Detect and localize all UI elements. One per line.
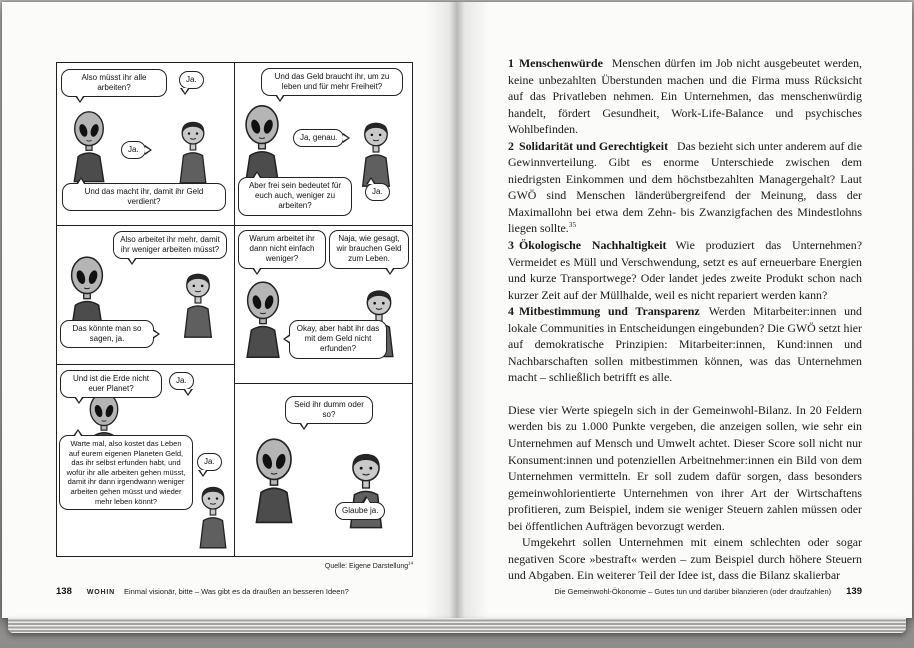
speech-bubble: Ja. bbox=[197, 453, 222, 471]
comic-panel-5 bbox=[57, 365, 234, 556]
page-left bbox=[2, 2, 457, 618]
right-page-footer bbox=[511, 586, 862, 597]
value-item-text: Menschen dürfen im Job nicht ausgebeutet werden, keine unbezahlten Überstunden machen und die Firma muss Rücksicht auf das Privatleben nehmen. Ein Unternehmen, das menschenwürdig handelt, fördert Gesundheit, Work-Life-Balance und psychisches Wohlbefinden. bbox=[508, 56, 862, 137]
value-item-3 bbox=[508, 237, 862, 303]
value-item-title: Solidarität und Gerechtigkeit bbox=[518, 138, 669, 153]
comic-panel-3 bbox=[57, 226, 234, 365]
speech-bubble: Ja. bbox=[169, 372, 194, 390]
comic-panel-2 bbox=[235, 63, 412, 226]
body-text bbox=[508, 55, 862, 584]
page-number: 138 bbox=[56, 586, 72, 597]
chapter-running-title: Einmal visionär, bitte – Was gibt es da draußen an besseren Ideen? bbox=[123, 587, 349, 596]
speech-bubble: Aber frei sein bedeutet für euch auch, weniger zu arbeiten? bbox=[238, 177, 352, 216]
value-item-text: Werden Mitarbeiter:innen und lokale Communities in Entscheidungen eingebunden? Die GWÖ setzt hier auf demokratische Prinzipien: Mitarbeiter:innen, Kund:innen und Nachbarschaften sollen mitbestimmen können, was das Unternehmen macht – schließlich betrifft es alle. bbox=[508, 304, 862, 385]
page-right bbox=[457, 2, 912, 618]
speech-bubble: Naja, wie gesagt, wir brauchen Geld zum Leben. bbox=[329, 230, 409, 269]
footnote-marker: 14 bbox=[408, 560, 413, 566]
value-item-1 bbox=[508, 55, 862, 138]
human-character bbox=[169, 115, 217, 185]
value-item-text: Wie produziert das Unternehmen? Vermeidet es Müll und Verschwendung, setzt es auf erneuerbare Energien und kurze Transportwege? Oder landet jedes zweite Produkt schon nach kurzer Zeit auf der Müllhalde, weil es nicht repariert werden kann? bbox=[508, 238, 862, 302]
speech-bubble: Ja, genau. bbox=[293, 129, 344, 147]
speech-bubble: Und das macht ihr, damit ihr Geld verdient? bbox=[62, 183, 226, 211]
alien-character bbox=[63, 109, 115, 183]
comic-strip bbox=[56, 62, 413, 557]
value-item-2 bbox=[508, 138, 862, 237]
speech-bubble: Warum arbeitet ihr dann nicht einfach weniger? bbox=[238, 230, 326, 269]
value-item-number: 2 bbox=[508, 138, 514, 153]
human-character bbox=[173, 266, 223, 340]
human-character bbox=[351, 115, 401, 189]
speech-bubble: Ja. bbox=[121, 141, 146, 159]
comic-panel-4 bbox=[235, 226, 412, 384]
human-character bbox=[189, 479, 234, 551]
speech-bubble: Okay, aber habt ihr das mit dem Geld nicht erfunden? bbox=[289, 320, 387, 359]
paragraph: Diese vier Werte spiegeln sich in der Gemeinwohl-Bilanz. In 20 Feldern werden bis zu 1.000 Punkte vergeben, die anzeigen sollen, wie sehr ein Unternehmen auf Mensch und Umwelt achtet. Dieser Score soll nicht nur Konsument:innen und potenziellen Arbeitnehmer:innen ein Bild von dem Unternehmen vermitteln. Er soll zudem dafür sorgen, dass besonders gemeinwohlorientierte Unternehmen von ihrer Art der Wirtschaftens profitieren, zum Beispiel, indem sie weniger Steuern zahlen müssen oder bei öffentlichen Aufträgen bevorzugt werden. bbox=[508, 402, 862, 533]
value-item-number: 4 bbox=[508, 304, 514, 319]
speech-bubble: Warte mal, also kostet das Leben auf eurem eigenen Planeten Geld, das ihr selbst erfunden habt, und wofür ihr alle arbeiten gehen müsst, damit ihr dann irgendwann weniger arbeiten gehen müsst und wieder mehr leben könnt? bbox=[59, 435, 193, 510]
speech-bubble: Ja. bbox=[365, 183, 390, 201]
comic-panel-1 bbox=[57, 63, 234, 226]
paragraph: Umgekehrt sollen Unternehmen mit einem schlechten oder sogar negativen Score »bestraft« werden – zum Beispiel durch höhere Steuern und Abgaben. Ein weiterer Teil der Idee ist, dass die Bilanz skalierbar bbox=[508, 535, 862, 583]
comic-caption bbox=[56, 560, 413, 570]
speech-bubble: Das könnte man so sagen, ja. bbox=[60, 320, 154, 348]
section-running-head: WOHIN bbox=[86, 589, 115, 596]
speech-bubble: Also arbeitet ihr mehr, damit ihr weniger arbeiten müsst? bbox=[113, 231, 227, 259]
left-page-footer bbox=[56, 586, 407, 597]
value-item-title: Mitbestimmung und Transparenz bbox=[518, 304, 700, 319]
page-number: 139 bbox=[846, 586, 862, 597]
footnote-marker: 35 bbox=[568, 220, 577, 230]
chapter-running-title: Die Gemeinwohl-Ökonomie – Gutes tun und darüber bilanzieren (oder draufzahlen) bbox=[554, 587, 832, 596]
value-item-title: Menschenwürde bbox=[518, 56, 603, 70]
book-spread bbox=[2, 2, 912, 618]
speech-bubble: Glaube ja. bbox=[335, 502, 385, 520]
page-stack-edge bbox=[8, 618, 906, 633]
speech-bubble: Und das Geld braucht ihr, um zu leben und für mehr Freiheit? bbox=[261, 68, 403, 96]
comic-column-right bbox=[235, 63, 412, 556]
speech-bubble: Also müsst ihr alle arbeiten? bbox=[61, 69, 167, 97]
speech-bubble: Ja. bbox=[179, 71, 204, 89]
alien-character bbox=[243, 424, 305, 536]
value-item-title: Ökologische Nachhaltigkeit bbox=[518, 238, 667, 253]
value-item-number: 1 bbox=[508, 56, 514, 70]
value-item-4 bbox=[508, 303, 862, 386]
value-item-number: 3 bbox=[508, 238, 514, 253]
comic-caption-text: Quelle: Eigene Darstellung bbox=[324, 563, 409, 570]
comic-panel-6 bbox=[235, 384, 412, 556]
speech-bubble: Seid ihr dumm oder so? bbox=[285, 396, 373, 424]
alien-character bbox=[235, 276, 291, 362]
human-character bbox=[337, 436, 395, 540]
value-item-text: Das bezieht sich unter anderem auf die Gewinnverteilung. Gibt es enorme Unterschiede zwischen dem niedrigsten Einkommen und dem höchstbezahlten Managergehalt? Laut GWÖ sind Menschen länderübergreifend der Meinung, dass der Maximallohn bei etwa dem Zehn- bis Zwanzigfachen des Mindestlohns liegen sollte. bbox=[508, 138, 862, 236]
comic-column-left bbox=[57, 63, 235, 556]
speech-bubble: Und ist die Erde nicht euer Planet? bbox=[60, 370, 162, 398]
